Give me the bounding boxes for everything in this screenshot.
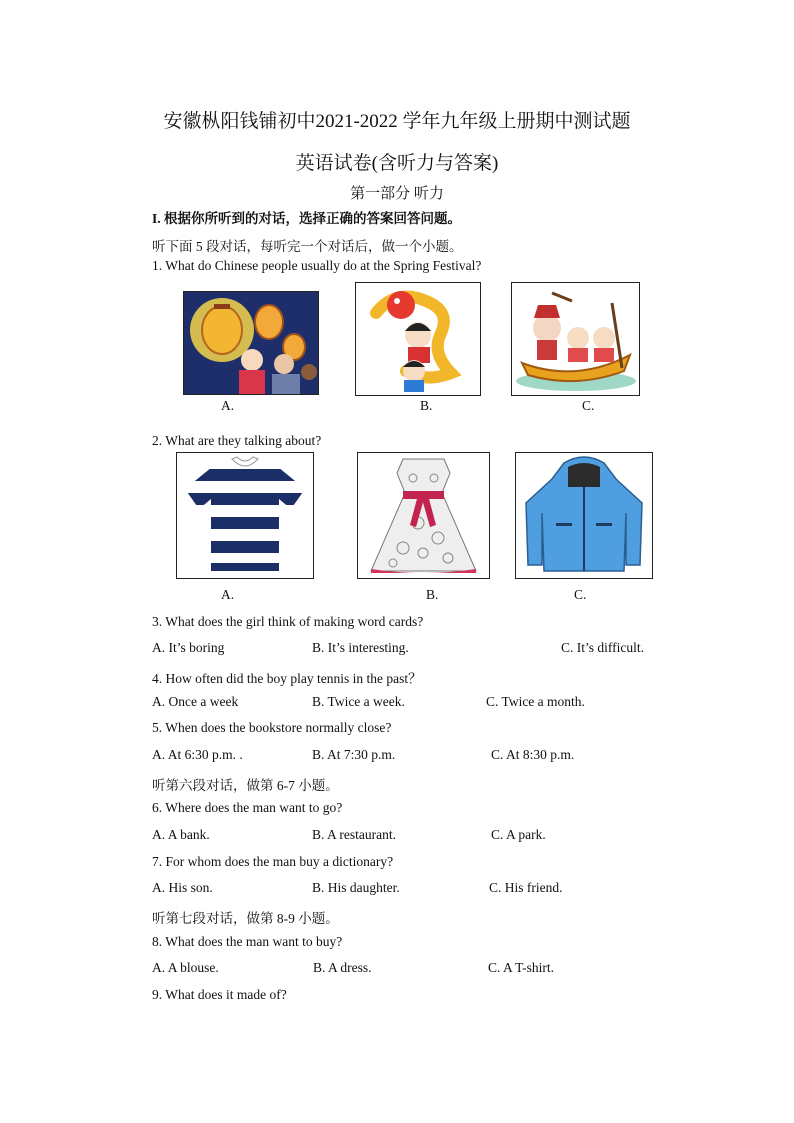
striped-polo-shirt-image: [176, 452, 314, 579]
q5-option-a: A. At 6:30 p.m. .: [152, 747, 243, 762]
instruction-dialogue-6: 听第六段对话，做第 6-7 小题。: [152, 778, 339, 793]
q3-option-a: A. It’s boring: [152, 640, 225, 655]
q6-option-b: B. A restaurant.: [312, 827, 396, 842]
dragon-boat-image: [511, 282, 640, 396]
q7-option-a: A. His son.: [152, 880, 213, 895]
blue-jacket-image: [515, 452, 653, 579]
section-instruction: 听下面 5 段对话，每听完一个对话后，做一个小题。: [152, 239, 463, 254]
q2-label-b: B.: [426, 587, 439, 602]
q5-option-c: C. At 8:30 p.m.: [491, 747, 575, 762]
question-6: 6. Where does the man want to go?: [152, 800, 343, 815]
q5-option-b: B. At 7:30 p.m.: [312, 747, 396, 762]
q7-option-c: C. His friend.: [489, 880, 563, 895]
q8-option-b: B. A dress.: [313, 960, 372, 975]
q4-option-a: A. Once a week: [152, 694, 239, 709]
question-8: 8. What does the man want to buy?: [152, 934, 343, 949]
q6-option-c: C. A park.: [491, 827, 546, 842]
q3-option-c: C. It’s difficult.: [561, 640, 644, 655]
floral-dress-image: [357, 452, 490, 579]
question-1: 1. What do Chinese people usually do at the Spring Festival?: [152, 258, 482, 273]
q3-option-b: B. It’s interesting.: [312, 640, 409, 655]
q7-option-b: B. His daughter.: [312, 880, 400, 895]
section-heading: I. 根据你所听到的对话，选择正确的答案回答问题。: [152, 211, 462, 226]
exam-title: 安徽枞阳钱铺初中2021-2022 学年九年级上册期中测试题: [163, 111, 631, 132]
part-heading: 第一部分 听力: [350, 186, 444, 202]
question-5: 5. When does the bookstore normally close?: [152, 720, 392, 735]
question-7: 7. For whom does the man buy a dictionary?: [152, 854, 394, 869]
q4-option-c: C. Twice a month.: [486, 694, 585, 709]
question-4: 4. How often did the boy play tennis in the past？: [152, 671, 422, 686]
q2-label-c: C.: [574, 587, 587, 602]
q4-option-b: B. Twice a week.: [312, 694, 405, 709]
dragon-dance-image: [355, 282, 481, 396]
q8-option-c: C. A T-shirt.: [488, 960, 555, 975]
q1-label-b: B.: [420, 398, 433, 413]
q2-label-a: A.: [221, 587, 235, 602]
q6-option-a: A. A bank.: [152, 827, 210, 842]
question-2: 2. What are they talking about?: [152, 433, 322, 448]
exam-subtitle: 英语试卷(含听力与答案): [295, 153, 499, 174]
lantern-festival-image: [183, 291, 319, 395]
question-9: 9. What does it made of?: [152, 987, 287, 1002]
q8-option-a: A. A blouse.: [152, 960, 219, 975]
instruction-dialogue-7: 听第七段对话，做第 8-9 小题。: [152, 911, 339, 926]
question-3: 3. What does the girl think of making word cards?: [152, 614, 424, 629]
q1-label-a: A.: [221, 398, 235, 413]
q1-label-c: C.: [582, 398, 595, 413]
